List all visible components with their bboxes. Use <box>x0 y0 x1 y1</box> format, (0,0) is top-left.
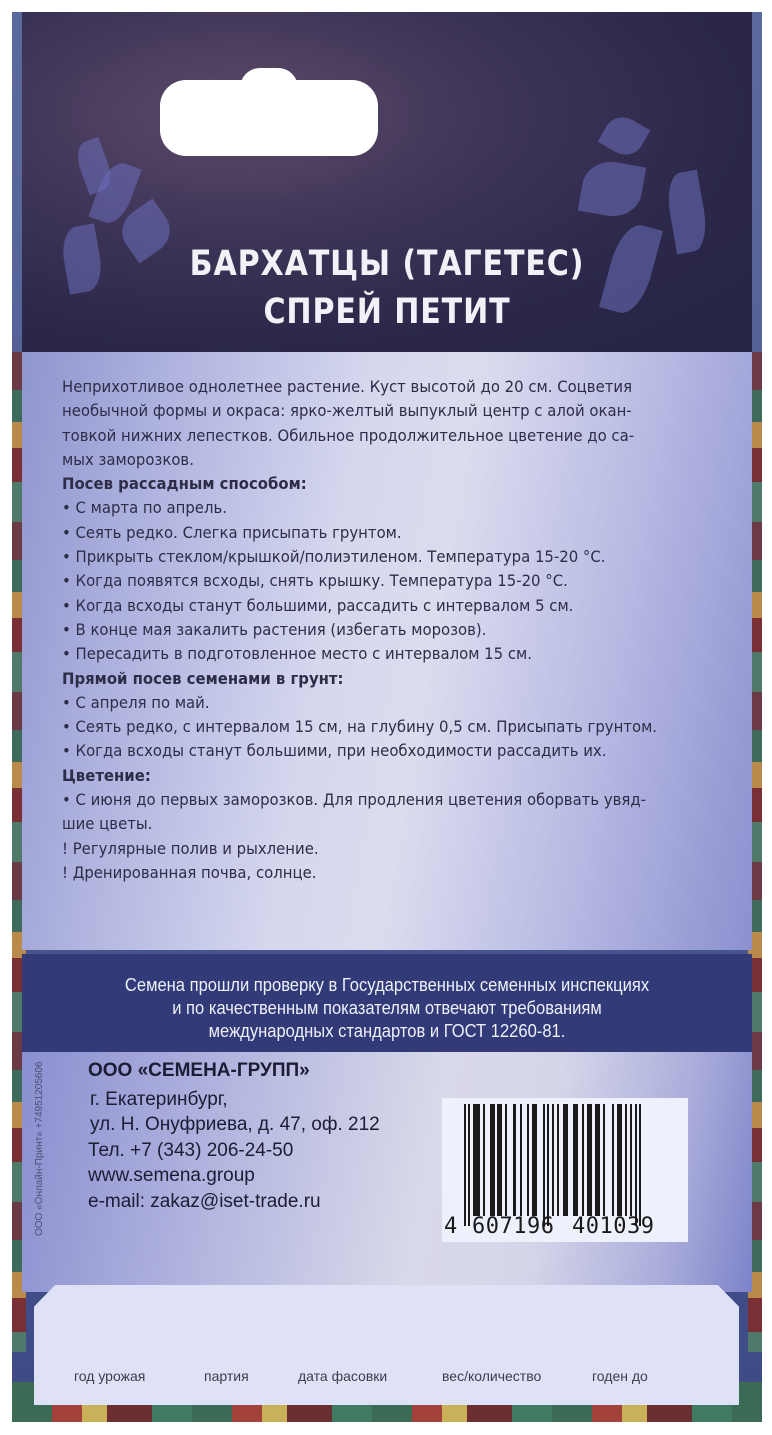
description-line: мых заморозков. <box>62 449 194 469</box>
barcode-digits-right: 401039 <box>572 1214 655 1239</box>
instruction-item: • В конце мая закалить растения (избегать морозов). <box>62 619 487 639</box>
instruction-item: • С апреля по май. <box>62 692 210 712</box>
company-phone: Тел. +7 (343) 206-24-50 <box>88 1139 294 1161</box>
certification-line: и по качественным показателям отвечают требованиям <box>172 998 602 1018</box>
instruction-item: ! Дренированная почва, солнце. <box>62 862 317 882</box>
company-street: ул. Н. Онуфриева, д. 47, оф. 212 <box>90 1114 380 1135</box>
hang-hole <box>160 80 378 156</box>
company-name: ООО «СЕМЕНА-ГРУПП» <box>88 1060 310 1081</box>
instruction-item: • Когда всходы станут большими, рассадить с интервалом 5 см. <box>62 595 574 615</box>
company-info <box>88 1058 380 1214</box>
label-field-batch: партия <box>204 1368 249 1384</box>
section-heading-seedlings: Посев рассадным способом: <box>62 474 307 494</box>
instruction-item: • Пересадить в подготовленное место с интервалом 15 см. <box>62 644 532 664</box>
leaf-decoration-icon <box>598 110 651 161</box>
leaf-decoration-icon <box>578 157 646 221</box>
label-field-weight-quantity: вес/количество <box>442 1368 542 1384</box>
product-title-line1: БАРХАТЦЫ (ТАГЕТЕС) <box>189 244 585 284</box>
instruction-item: • Сеять редко, с интервалом 15 см, на глубину 0,5 см. Присыпать грунтом. <box>62 717 658 737</box>
instruction-item: ! Регулярные полив и рыхление. <box>62 838 319 858</box>
barcode-bars <box>464 1104 676 1216</box>
certification-line: международных стандартов и ГОСТ 12260-81. <box>208 1021 566 1041</box>
instruction-item: • С июня до первых заморозков. Для продления цветения оборвать увяд- <box>62 790 647 810</box>
barcode-number <box>442 1210 688 1240</box>
barcode-digit-first: 4 <box>444 1214 458 1239</box>
fill-in-label-area <box>34 1285 739 1405</box>
company-city: г. Екатеринбург, <box>90 1088 228 1110</box>
section-heading-flowering: Цветение: <box>62 765 151 785</box>
label-field-packing-date: дата фасовки <box>298 1368 388 1384</box>
section-heading-direct-sowing: Прямой посев семенами в грунт: <box>62 668 344 688</box>
description-line: Неприхотливое однолетнее растение. Куст высотой до 20 см. Соцветия <box>62 377 633 396</box>
barcode <box>442 1098 688 1242</box>
description-text <box>62 375 713 885</box>
description-line: необычной формы и окраса: ярко-желтый выпуклый центр с алой окан- <box>62 401 632 421</box>
label-field-harvest-year: год урожая <box>74 1368 146 1384</box>
instruction-item: • Сеять редко. Слегка присыпать грунтом. <box>62 522 402 542</box>
label-field-expiry: годен до <box>592 1368 648 1384</box>
product-title <box>73 240 701 336</box>
instruction-item: • Прикрыть стеклом/крышкой/полиэтиленом. Температура 15-20 °С. <box>62 547 606 567</box>
instruction-item: • С марта по апрель. <box>62 498 227 518</box>
company-email: e-mail: zakaz@iset-trade.ru <box>88 1190 321 1212</box>
certification-band <box>22 954 752 1052</box>
instruction-item: шие цветы. <box>62 814 153 834</box>
product-title-line2: СПРЕЙ ПЕТИТ <box>263 292 511 332</box>
printer-note: ООО «Онлайн-Принт» +74951205606 <box>34 1061 45 1236</box>
barcode-digits-left: 607196 <box>472 1214 555 1239</box>
header-banner <box>22 12 752 352</box>
certification-line: Семена прошли проверку в Государственных семенных инспекциях <box>124 975 650 995</box>
instruction-item: • Когда всходы станут большими, при необходимости рассадить их. <box>62 741 607 761</box>
company-website: www.semena.group <box>88 1165 255 1186</box>
description-line: товкой нижних лепестков. Обильное продолжительное цветение до са- <box>62 425 635 445</box>
instruction-item: • Когда появятся всходы, снять крышку. Температура 15-20 °С. <box>62 571 568 591</box>
